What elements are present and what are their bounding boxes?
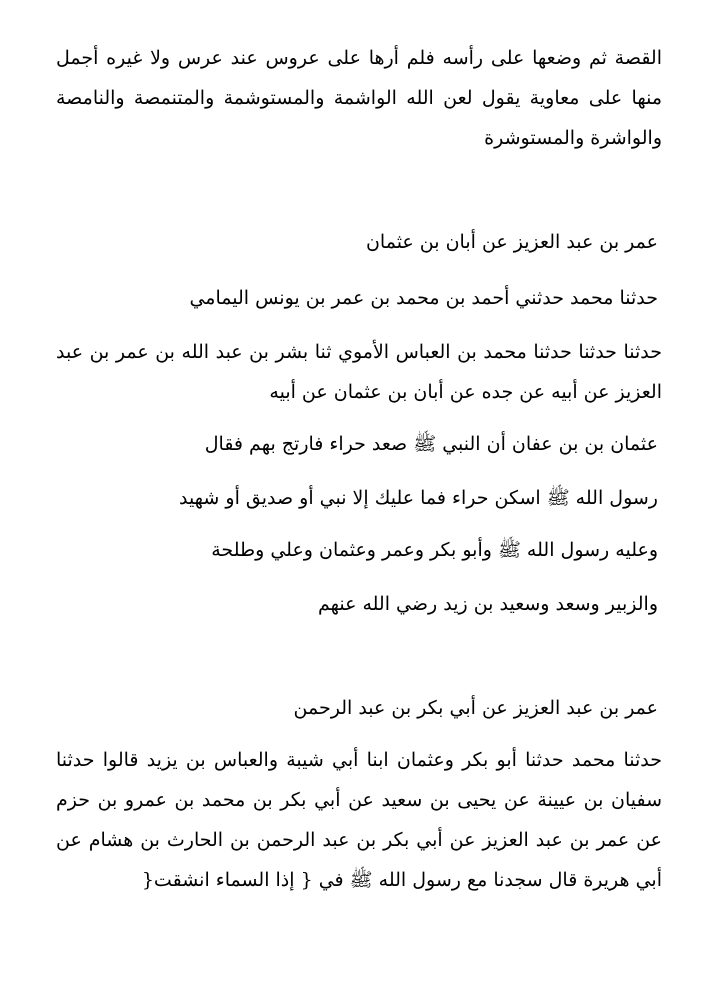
hadith-line-4: والزبير وسعد وسعيد بن زيد رضي الله عنهم bbox=[317, 593, 658, 615]
paragraph-chain-2: حدثنا حدثنا حدثنا محمد بن العباس الأموي ثنا بشر بن عبد الله بن عمر بن عبد العزيز عن أبيه عن جده عن أبان بن عثمان عن أبيه bbox=[56, 341, 662, 403]
section-heading-aban: عمر بن عبد العزيز عن أبان بن عثمان bbox=[365, 231, 658, 253]
hadith-line-2: رسول الله ﷺ اسكن حراء فما عليك إلا نبي أو صديق أو شهيد bbox=[178, 487, 658, 509]
chain-line-1: حدثنا محمد حدثني أحمد بن محمد بن عمر بن يونس اليمامي bbox=[189, 287, 658, 309]
paragraph-hadith-sujud: حدثنا محمد حدثنا أبو بكر وعثمان ابنا أبي شيبة والعباس بن يزيد قالوا حدثنا سفيان بن عيينة عن يحيى بن سعيد عن أبي بكر بن محمد بن عمرو بن حزم عن عمر بن عبد العزيز عن أبي بكر بن عبد الرحمن بن الحارث بن هشام عن أبي هريرة قال سجدنا مع رسول الله ﷺ في { إذا السماء انشقت{ bbox=[56, 749, 662, 891]
section-heading-abu-bakr: عمر بن عبد العزيز عن أبي بكر بن عبد الرحمن bbox=[293, 697, 658, 719]
hadith-line-1: عثمان بن بن عفان أن النبي ﷺ صعد حراء فارتج بهم فقال bbox=[204, 433, 658, 455]
hadith-line-3: وعليه رسول الله ﷺ وأبو بكر وعمر وعثمان وعلي وطلحة bbox=[211, 539, 658, 561]
paragraph-story-ending: القصة ثم وضعها على رأسه فلم أرها على عروس عند عرس ولا غيره أجمل منها على معاوية يقول لعن الله الواشمة والمستوشمة والمتنمصة والنامصة والواشرة والمستوشرة bbox=[56, 47, 662, 149]
